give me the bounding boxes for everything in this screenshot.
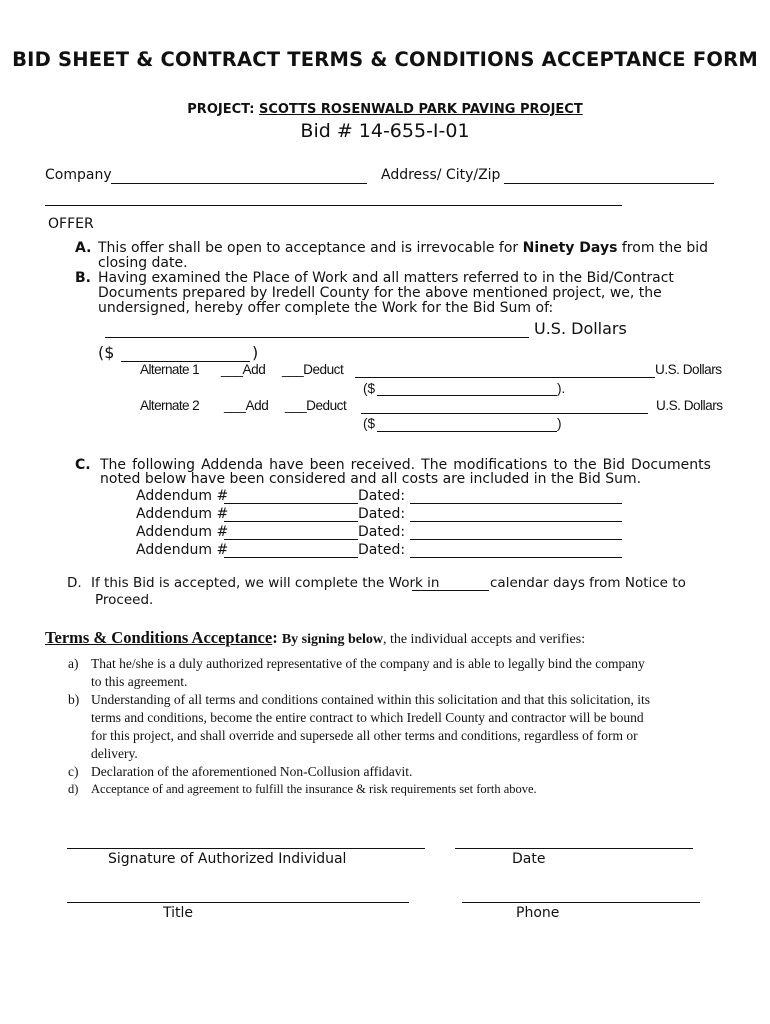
terms-c-letter: c) [68,764,79,779]
address-continuation-line[interactable] [45,205,622,206]
addendum-4-date-line[interactable] [410,557,622,558]
alternate-2-add[interactable]: ___Add [224,398,269,413]
terms-a-letter: a) [68,656,79,671]
signature-line[interactable] [67,848,425,849]
offer-d-line1-post: calendar days from Notice to [490,575,686,591]
bid-number: Bid # 14-655-I-01 [300,120,470,142]
offer-a-ninety-days: Ninety Days [522,240,618,256]
title-line[interactable] [67,902,409,903]
alternate-2-deduct[interactable]: ___Deduct [285,398,347,413]
bid-sum-us-dollars: U.S. Dollars [534,319,627,338]
alternate-1-add[interactable]: ___Add [221,362,266,377]
alternate-2-us-dollars: U.S. Dollars [656,398,723,413]
terms-b-line1: Understanding of all terms and conditions contained within this solicitation and that this solicitation, its [91,692,651,707]
addendum-3-label: Addendum # [136,524,229,540]
date-line[interactable] [455,848,693,849]
addendum-1-dated-label: Dated: [358,488,406,504]
addendum-1-number-line[interactable] [224,503,358,504]
offer-a-line2: closing date. [98,255,188,271]
offer-b-line1: Having examined the Place of Work and all matters referred to in the Bid/Contract [98,270,674,286]
project-label: PROJECT: [187,102,255,117]
offer-d-days-line[interactable] [412,590,489,591]
offer-a-text: This offer shall be open to acceptance and is irrevocable for [98,240,523,256]
addendum-3-number-line[interactable] [224,539,358,540]
terms-c-line1: Declaration of the aforementioned Non-Collusion affidavit. [91,764,413,779]
offer-b-line3: undersigned, hereby offer complete the Work for the Bid Sum of: [98,300,554,316]
addendum-4-label: Addendum # [136,542,229,558]
addendum-2-date-line[interactable] [410,521,622,522]
offer-d-line2: Proceed. [95,592,154,608]
terms-heading-line [45,628,585,648]
bid-sum-paren-open: ($ [98,343,115,362]
address-label: Address/ City/Zip [381,167,501,183]
project-name: SCOTTS ROSENWALD PARK PAVING PROJECT [259,102,583,117]
addendum-3-dated-label: Dated: [358,524,406,540]
addendum-2-label: Addendum # [136,506,229,522]
alternate-2-words-line[interactable] [361,413,648,414]
company-label: Company [45,167,112,183]
page-title: BID SHEET & CONTRACT TERMS & CONDITIONS ACCEPTANCE FORM [12,48,758,71]
title-label: Title [163,905,194,921]
alternate-1-figures-line[interactable] [377,395,557,396]
terms-heading-colon: : [272,628,278,647]
bid-sum-words-line[interactable] [105,337,529,338]
terms-by-signing: By signing below [281,632,383,647]
offer-a-line1 [98,240,708,256]
terms-heading: Terms & Conditions Acceptance [45,628,273,647]
signature-label: Signature of Authorized Individual [108,851,347,867]
phone-line[interactable] [462,902,700,903]
addendum-2-dated-label: Dated: [358,506,406,522]
bid-sum-paren-close: ) [252,343,259,362]
alternate-1-words-line[interactable] [355,377,655,378]
addendum-4-number-line[interactable] [224,557,358,558]
alternate-1-deduct[interactable]: ___Deduct [282,362,344,377]
terms-intro-rest: , the individual accepts and verifies: [382,632,586,647]
alternate-1-paren-close: ). [557,381,566,396]
offer-b-line2: Documents prepared by Iredell County for the above mentioned project, we, the [98,285,662,301]
addendum-1-date-line[interactable] [410,503,622,504]
alternate-1-us-dollars: U.S. Dollars [655,362,722,377]
alternate-2-paren-open: ($ [363,416,376,431]
terms-a-line2: to this agreement. [91,674,188,689]
address-input-line[interactable] [504,183,714,184]
date-label: Date [512,851,546,867]
project-line [0,102,770,117]
terms-b-line4: delivery. [91,746,138,761]
addendum-4-dated-label: Dated: [358,542,406,558]
company-input-line[interactable] [111,183,367,184]
offer-a-letter: A. [75,240,92,256]
offer-heading: OFFER [48,216,94,232]
alternate-2-figures-line[interactable] [377,431,557,432]
offer-c-line2: noted below have been considered and all costs are included in the Bid Sum. [100,471,642,487]
offer-d-letter: D. [67,575,82,591]
terms-d-letter: d) [68,782,79,796]
terms-a-line1: That he/she is a duly authorized representative of the company and is able to legally bind the company [91,656,645,671]
alternate-2-paren-close: ) [557,416,562,431]
offer-c-line1: The following Addenda have been received. The modifications to the Bid Documents [100,457,711,473]
phone-label: Phone [516,905,560,921]
addendum-1-label: Addendum # [136,488,229,504]
offer-a-text-end: from the bid [617,240,708,256]
alternate-1-label: Alternate 1 [140,362,200,377]
addendum-3-date-line[interactable] [410,539,622,540]
addendum-2-number-line[interactable] [224,521,358,522]
terms-b-line2: terms and conditions, become the entire contract to which Iredell County and contractor will be bound [91,710,644,725]
terms-b-line3: for this project, and shall override and supersede all other terms and conditions, regardless of form or [91,728,638,743]
terms-d-line1: Acceptance of and agreement to fulfill the insurance & risk requirements set forth above. [91,782,537,796]
offer-b-letter: B. [75,270,91,286]
terms-b-letter: b) [68,692,80,707]
alternate-1-paren-open: ($ [363,381,376,396]
offer-c-letter: C. [75,457,91,473]
alternate-2-label: Alternate 2 [140,398,200,413]
offer-d-line1-pre: If this Bid is accepted, we will complete the Work in [91,575,440,591]
